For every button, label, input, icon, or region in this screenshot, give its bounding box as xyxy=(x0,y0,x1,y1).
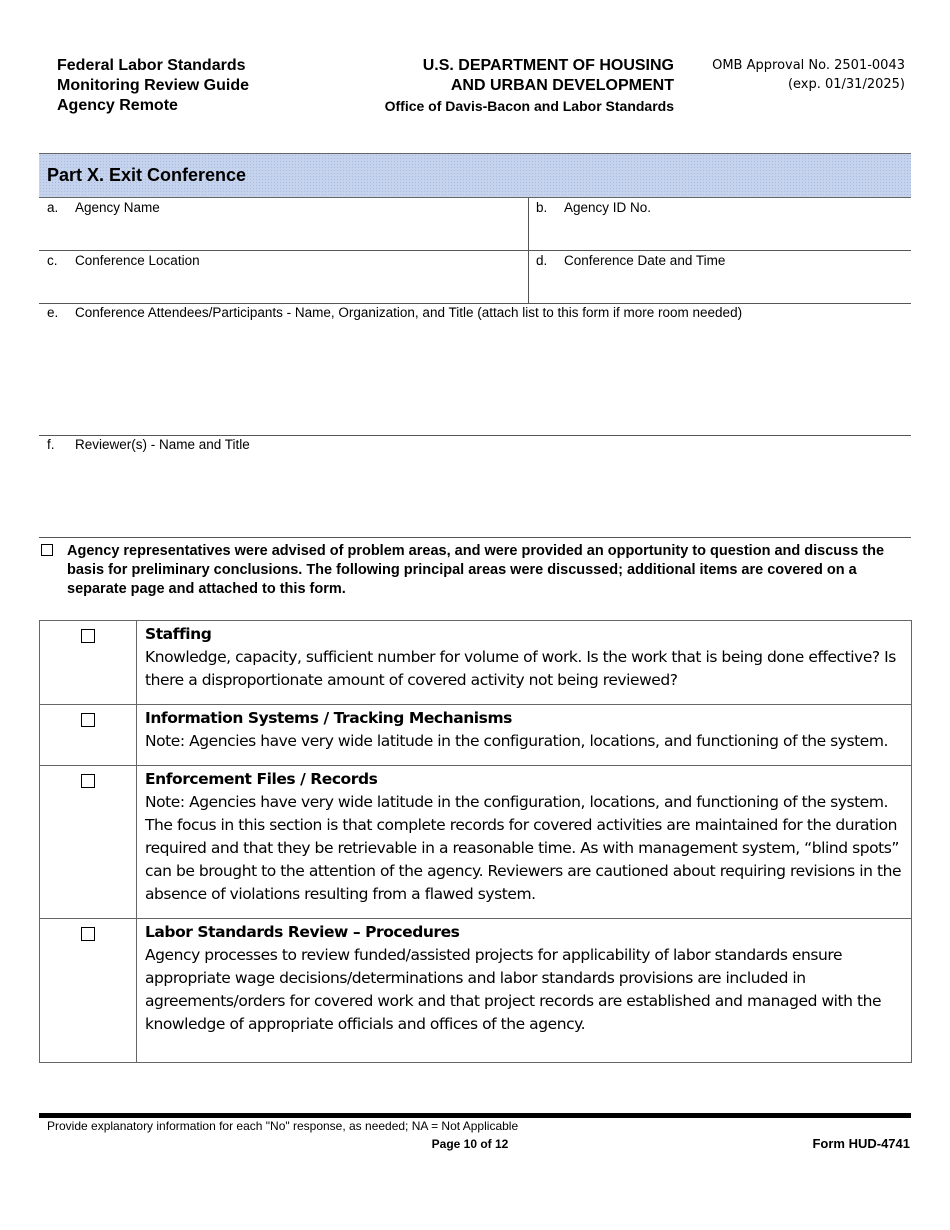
guide-title xyxy=(57,56,249,116)
office-name: Office of Davis-Bacon and Labor Standards xyxy=(384,98,674,114)
field-letter: f. xyxy=(47,437,55,452)
checkbox-cell xyxy=(40,766,137,919)
enforcement-files-checkbox[interactable] xyxy=(81,774,95,788)
field-letter: a. xyxy=(47,200,59,215)
advisement-text: Agency representatives were advised of problem areas, and were provided an opportunity to question and discuss the basis for preliminary conclusions. The following principal areas were discussed; additional items are covered on a separate page and attached to this form. xyxy=(67,543,885,597)
agency-id-field[interactable] xyxy=(528,198,911,250)
description-cell xyxy=(137,621,912,705)
description-cell xyxy=(137,919,912,1063)
attendees-field[interactable] xyxy=(39,304,911,435)
agency-heading xyxy=(330,56,674,116)
field-label: Conference Date and Time xyxy=(564,253,726,268)
field-letter: c. xyxy=(47,253,58,268)
checkbox-cell xyxy=(40,919,137,1063)
checkbox-cell xyxy=(40,705,137,766)
field-label: Reviewer(s) - Name and Title xyxy=(75,437,250,452)
area-title: Labor Standards Review – Procedures xyxy=(145,923,460,941)
table-row xyxy=(40,705,912,766)
omb-approval-number: OMB Approval No. 2501-0043 xyxy=(712,58,905,73)
guide-title-line-1: Federal Labor Standards xyxy=(57,57,246,74)
omb-approval xyxy=(700,56,905,94)
field-label: Agency ID No. xyxy=(564,200,652,215)
section-banner xyxy=(39,153,911,198)
description-cell xyxy=(137,705,912,766)
areas-table xyxy=(39,620,912,1063)
table-row xyxy=(40,766,912,919)
field-letter: b. xyxy=(536,200,548,215)
agency-name-line-1: U.S. DEPARTMENT OF HOUSING xyxy=(422,57,674,74)
footer-rule xyxy=(39,1113,911,1118)
conference-date-time-field[interactable] xyxy=(528,251,911,303)
reviewers-field[interactable] xyxy=(39,436,911,537)
area-text: Note: Agencies have very wide latitude in the configuration, locations, and functioning of the system. The focus in this section is that complete records for covered activities are maintained for the duration required and that they be retrievable in a reasonable time. As with management system, “blind spots” can be brought to the attention of the agency. Reviewers are cautioned about requiring revisions in the absence of violations resulting from a flawed system. xyxy=(145,793,902,903)
field-label: Conference Attendees/Participants - Name, Organization, and Title (attach list to this form if more room needed) xyxy=(75,305,743,320)
description-cell xyxy=(137,766,912,919)
form-number: Form HUD-4741 xyxy=(812,1136,910,1151)
area-title: Information Systems / Tracking Mechanisms xyxy=(145,709,512,727)
area-text: Agency processes to review funded/assisted projects for applicability of labor standards ensure appropriate wage decisions/determinations and labor standards provisions are included in agreements/orders for covered work and that project records are established and managed with the knowledge of appropriate officials and offices of the agency. xyxy=(145,946,882,1033)
area-text: Knowledge, capacity, sufficient number for volume of work. Is the work that is being done effective? Is there a disproportionate amount of covered activity not being reviewed? xyxy=(145,648,896,689)
table-row xyxy=(40,621,912,705)
checkbox-cell xyxy=(40,621,137,705)
agency-name-line-2: AND URBAN DEVELOPMENT xyxy=(450,77,674,94)
section-title: Part X. Exit Conference xyxy=(47,165,247,185)
area-title: Staffing xyxy=(145,625,212,643)
agency-name-field[interactable] xyxy=(39,198,528,250)
field-row-rule xyxy=(39,537,911,538)
conference-location-field[interactable] xyxy=(39,251,528,303)
guide-title-line-3: Agency Remote xyxy=(57,97,178,114)
labor-standards-review-checkbox[interactable] xyxy=(81,927,95,941)
field-letter: e. xyxy=(47,305,59,320)
field-letter: d. xyxy=(536,253,548,268)
advisement-checkbox[interactable] xyxy=(41,544,53,556)
staffing-checkbox[interactable] xyxy=(81,629,95,643)
footer-note: Provide explanatory information for each "No" response, as needed; NA = Not Applicable xyxy=(47,1119,519,1133)
area-text: Note: Agencies have very wide latitude in the configuration, locations, and functioning of the system. xyxy=(145,732,888,750)
table-row xyxy=(40,919,912,1063)
guide-title-line-2: Monitoring Review Guide xyxy=(57,77,250,94)
page-number: Page 10 of 12 xyxy=(431,1137,509,1151)
information-systems-checkbox[interactable] xyxy=(81,713,95,727)
field-label: Conference Location xyxy=(75,253,200,268)
omb-expiration: (exp. 01/31/2025) xyxy=(787,77,905,92)
area-title: Enforcement Files / Records xyxy=(145,770,378,788)
field-label: Agency Name xyxy=(75,200,160,215)
